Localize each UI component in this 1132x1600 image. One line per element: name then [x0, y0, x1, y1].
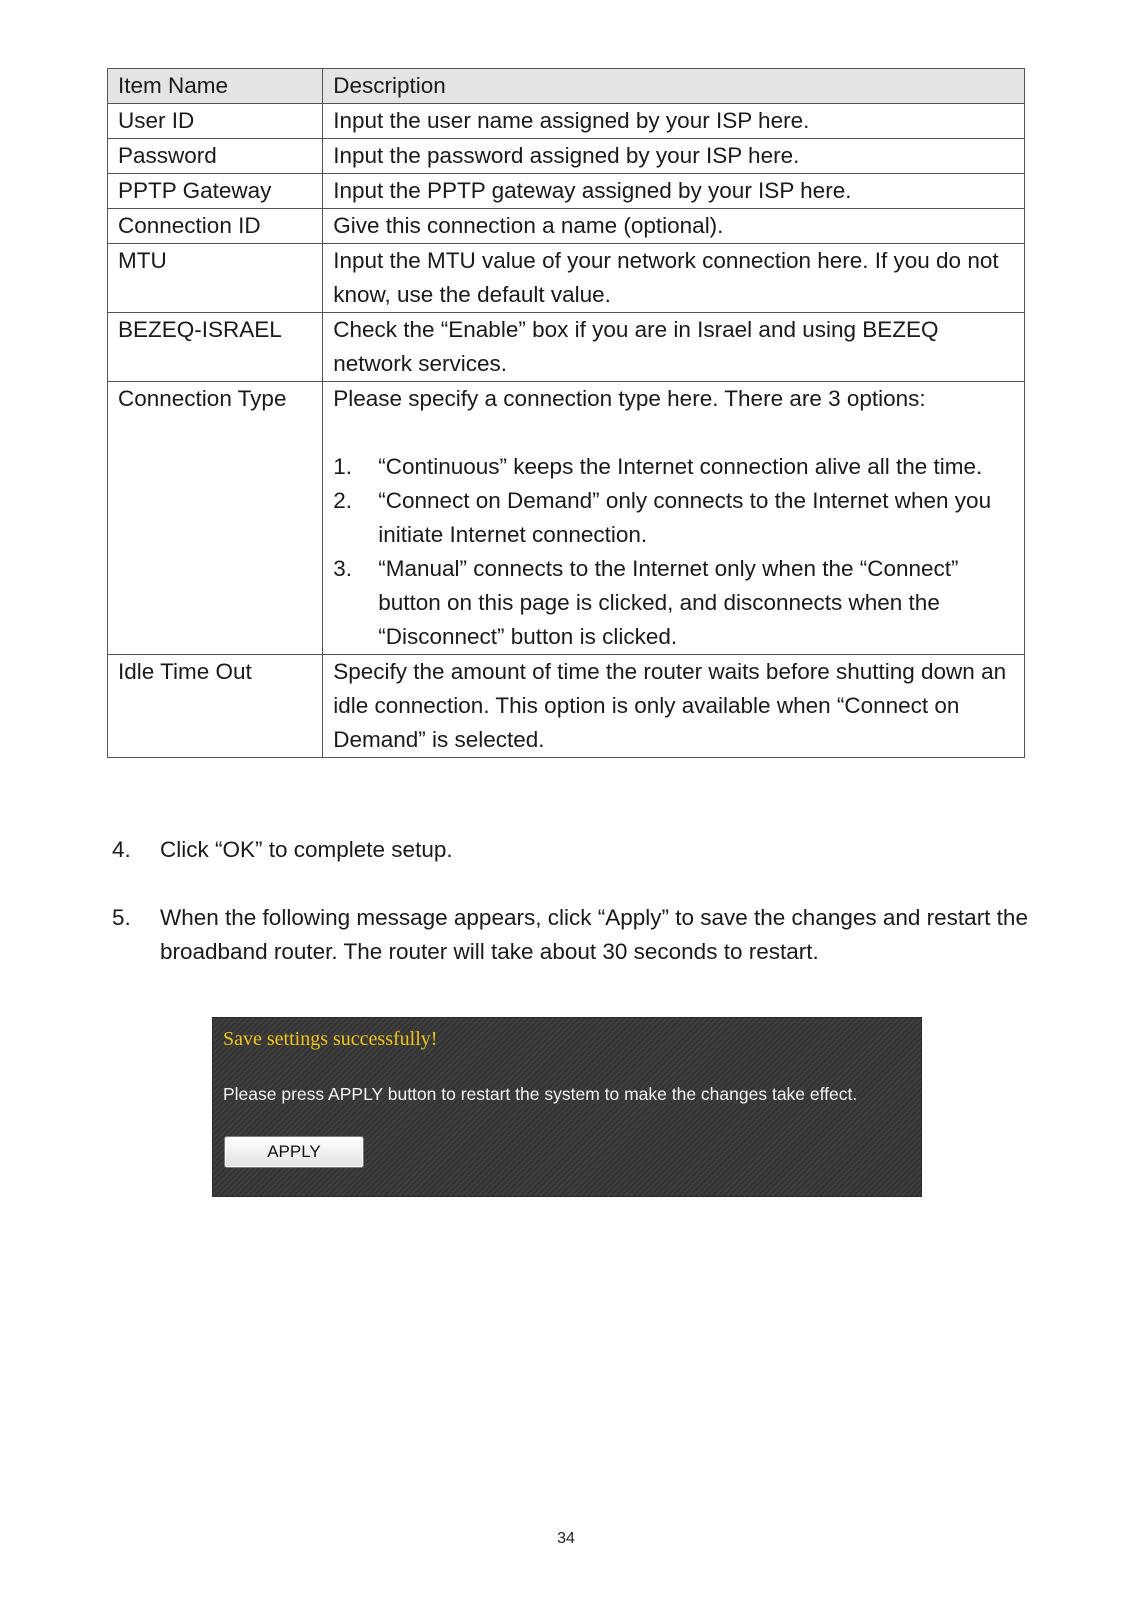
list-item: [333, 484, 1014, 552]
apply-button[interactable]: APPLY: [224, 1136, 364, 1168]
table-row: [108, 209, 1025, 244]
spacer: [333, 416, 1014, 450]
connection-type-options: [333, 450, 1014, 654]
item-name-cell: User ID: [108, 104, 323, 139]
table-row: [108, 244, 1025, 313]
parameter-table: [107, 68, 1025, 758]
header-description: Description: [323, 69, 1025, 104]
restart-message: Please press APPLY button to restart the system to make the changes take effect.: [223, 1084, 858, 1104]
list-item: [333, 450, 1014, 484]
step-number: 4.: [112, 837, 131, 862]
description-cell: Specify the amount of time the router waits before shutting down an idle connection. This option is only available when “Connect on Demand” is selected.: [323, 655, 1025, 758]
description-cell: Input the PPTP gateway assigned by your ISP here.: [323, 174, 1025, 209]
step-item: [112, 901, 1072, 969]
table-row: [108, 313, 1025, 382]
list-number: 3.: [333, 556, 352, 581]
item-name-cell: BEZEQ-ISRAEL: [108, 313, 323, 382]
item-name-cell: PPTP Gateway: [108, 174, 323, 209]
table-header-row: [108, 69, 1025, 104]
connection-type-intro: Please specify a connection type here. There are 3 options:: [333, 386, 926, 411]
header-item-name: Item Name: [108, 69, 323, 104]
save-success-title: Save settings successfully!: [223, 1028, 438, 1050]
description-cell: Input the MTU value of your network connection here. If you do not know, use the default value.: [323, 244, 1025, 313]
step-text: When the following message appears, click “Apply” to save the changes and restart the broadband router. The router will take about 30 seconds to restart.: [160, 905, 1028, 964]
description-cell: Check the “Enable” box if you are in Israel and using BEZEQ network services.: [323, 313, 1025, 382]
description-cell: Give this connection a name (optional).: [323, 209, 1025, 244]
list-text: “Continuous” keeps the Internet connection alive all the time.: [378, 454, 983, 479]
list-text: “Manual” connects to the Internet only when the “Connect” button on this page is clicked, and disconnects when the “Disconnect” button is clicked.: [378, 556, 959, 649]
step-item: [112, 833, 1072, 867]
instruction-steps: [112, 833, 1072, 1003]
description-cell: [323, 382, 1025, 655]
save-success-screenshot: [212, 1017, 922, 1197]
table-row: [108, 655, 1025, 758]
item-name-cell: MTU: [108, 244, 323, 313]
table-row: [108, 382, 1025, 655]
table-row: [108, 104, 1025, 139]
table-row: [108, 174, 1025, 209]
list-text: “Connect on Demand” only connects to the Internet when you initiate Internet connection.: [378, 488, 992, 547]
list-number: 2.: [333, 488, 352, 513]
item-name-cell: Password: [108, 139, 323, 174]
description-cell: Input the password assigned by your ISP here.: [323, 139, 1025, 174]
list-number: 1.: [333, 454, 352, 479]
table-row: [108, 139, 1025, 174]
item-name-cell: Connection Type: [108, 382, 323, 655]
item-name-cell: Idle Time Out: [108, 655, 323, 758]
item-name-cell: Connection ID: [108, 209, 323, 244]
list-item: [333, 552, 1014, 654]
description-cell: Input the user name assigned by your ISP here.: [323, 104, 1025, 139]
step-text: Click “OK” to complete setup.: [160, 837, 453, 862]
step-number: 5.: [112, 905, 131, 930]
page-number: 34: [557, 1530, 575, 1547]
